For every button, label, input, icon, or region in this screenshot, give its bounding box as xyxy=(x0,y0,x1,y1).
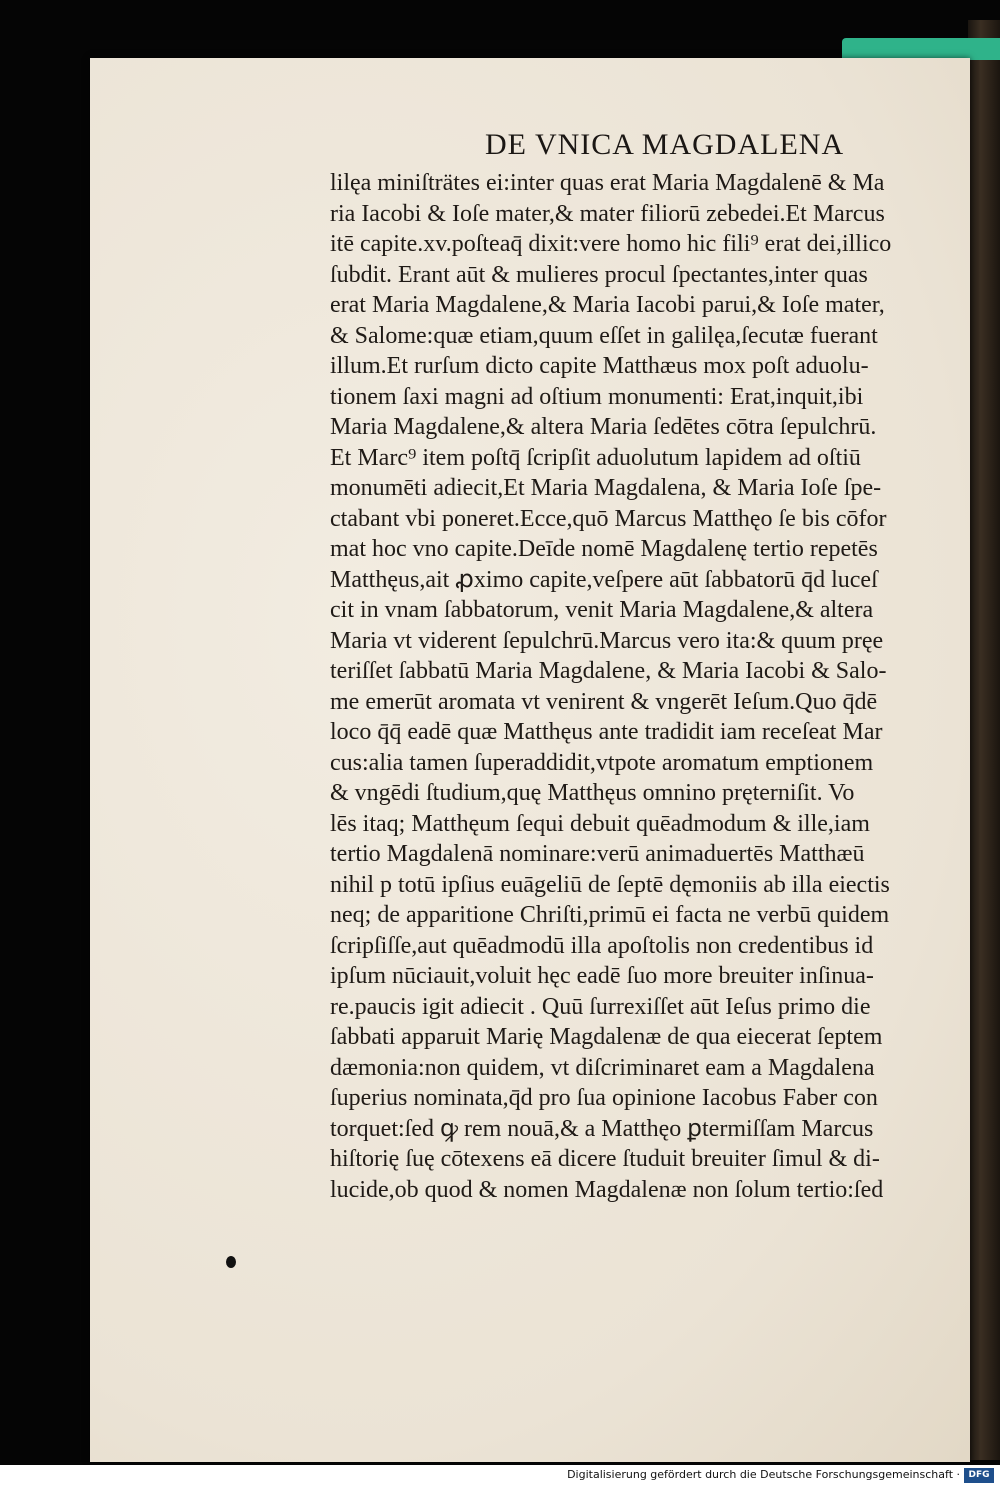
text-line: Matthęus,ait ꝓximo capite,veſpere aūt ſabbatorū q̄d luceſ xyxy=(330,566,878,593)
text-line: Maria Magdalene,& altera Maria ſedētes cōtra ſepulchrū. xyxy=(330,414,877,440)
text-line: hiſtorię ſuę cōtexens eā dicere ſtuduit breuiter ſimul & di- xyxy=(330,1146,880,1172)
text-line: teriſſet ſabbatū Maria Magdalene, & Maria Iacobi & Salo- xyxy=(330,658,887,684)
text-line: nihil p totū ipſius euāgeliū de ſeptē dęmoniis ab illa eiectis xyxy=(330,871,890,898)
text-line: ſcripſiſſe,aut quēadmodū illa apoſtolis non credentibus id xyxy=(330,932,874,959)
text-line: & vngēdi ſtudium,quę Matthęus omnino pręterniſit. Vo xyxy=(330,780,855,806)
body-text xyxy=(330,168,955,1205)
footer-bar xyxy=(0,1465,1000,1487)
color-reference-tab xyxy=(842,38,1000,60)
dfg-logo: DFG xyxy=(964,1468,994,1483)
text-line: itē capite.xv.poſteaq̄ dixit:vere homo hic fili⁹ erat dei,illico xyxy=(330,231,892,257)
text-line: tionem ſaxi magni ad oſtium monumenti: Erat,inquit,ibi xyxy=(330,383,864,410)
text-line: ſuperius nominata,q̄d pro ſua opinione Iacobus Faber con xyxy=(330,1085,878,1111)
text-line: neq; de apparitione Chriſti,primū ei facta ne verbū quidem xyxy=(330,902,890,928)
running-head: DE VNICA MAGDALENA xyxy=(485,128,845,161)
text-line: ſubdit. Erant aūt & mulieres procul ſpectantes,inter quas xyxy=(330,261,868,288)
text-line: Maria vt viderent ſepulchrū.Marcus vero ita:& quum pręe xyxy=(330,627,884,654)
text-line: lucide,ob quod & nomen Magdalenæ non ſolum tertio:ſed xyxy=(330,1176,884,1203)
text-line: ipſum nūciauit,voluit hęc eadē ſuo more breuiter inſinua- xyxy=(330,963,874,989)
text-line: ctabant vbi poneret.Ecce,quō Marcus Matthęo ſe bis cōfor xyxy=(330,505,887,532)
text-line: lilęa miniſträtes ei:inter quas erat Maria Magdalenē & Ma xyxy=(330,170,885,196)
text-line: lēs itaq; Matthęum ſequi debuit quēadmodum & ille,iam xyxy=(330,810,870,837)
text-line: me emerūt aromata vt venirent & vngerēt Ieſum.Quo q̄dē xyxy=(330,688,878,715)
text-line: cit in vnam ſabbatorum, venit Maria Magdalene,& altera xyxy=(330,597,874,623)
text-line: loco q̄q̄ eadē quæ Matthęus ante tradidit iam receſeat Mar xyxy=(330,719,883,745)
text-line: re.paucis igit adiecit . Quū ſurrexiſſet aūt Ieſus primo die xyxy=(330,993,871,1020)
text-line: torquet:ſed ꝙ rem nouā,& a Matthęo ꝑtermiſſam Marcus xyxy=(330,1115,874,1142)
text-line: tertio Magdalenā nominare:verū animaduertēs Matthæū xyxy=(330,841,865,867)
text-line: ria Iacobi & Ioſe mater,& mater filiorū zebedei.Et Marcus xyxy=(330,200,885,227)
footer-credit: Digitalisierung gefördert durch die Deutsche Forschungsgemeinschaft · xyxy=(567,1468,960,1481)
text-line: illum.Et rurſum dicto capite Matthæus mox poſt aduolu- xyxy=(330,353,869,379)
book-spine-edge xyxy=(968,20,1000,1460)
text-line: ſabbati apparuit Marię Magdalenæ de qua eiecerat ſeptem xyxy=(330,1024,883,1050)
text-line: mat hoc vno capite.Deīde nomē Magdalenę tertio repetēs xyxy=(330,536,878,562)
text-line: & Salome:quæ etiam,quum eſſet in galilęa,ſecutæ fuerant xyxy=(330,322,878,349)
text-line: Et Marc⁹ item poſtq̄ ſcripſit aduolutum lapidem ad oſtiū xyxy=(330,444,861,471)
text-line: dæmonia:non quidem, vt diſcriminaret eam a Magdalena xyxy=(330,1054,875,1081)
text-line: erat Maria Magdalene,& Maria Iacobi parui,& Ioſe mater, xyxy=(330,292,885,318)
text-line: cus:alia tamen ſuperaddidit,vtpote aromatum emptionem xyxy=(330,749,874,776)
ink-spot xyxy=(226,1256,236,1268)
text-line: monumēti adiecit,Et Maria Magdalena, & Maria Ioſe ſpe- xyxy=(330,475,882,501)
